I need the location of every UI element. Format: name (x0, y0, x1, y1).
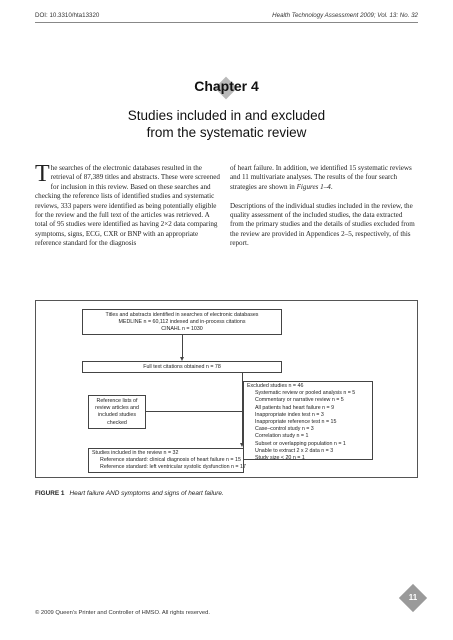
flow-connector (182, 335, 183, 359)
page-number: 11 (408, 593, 418, 602)
flow-box-reference-lists (88, 395, 146, 429)
header-doi: DOI: 10.3310/hta13320 (35, 12, 100, 19)
excluded-title: Excluded studies n = 46 (247, 383, 304, 389)
intro-paragraph (35, 161, 222, 249)
figure-1-flowchart (35, 300, 418, 478)
drop-cap: T (35, 161, 50, 187)
flow-box-ref-line: checked (107, 419, 127, 426)
included-item: Reference standard: left ventricular systolic dysfunction n = 17 (100, 464, 246, 471)
excluded-item: Unable to extract 2 x 2 data n = 3 (255, 447, 334, 454)
flow-box-included (88, 448, 244, 473)
flow-box-ref-line: included studies (98, 412, 136, 419)
excluded-item: Systematic review or pooled analysis n = 5 (255, 390, 356, 397)
chapter-title-line2: from the systematic review (146, 125, 307, 140)
figure-caption-text: Heart failure AND symptoms and signs of heart failure. (69, 490, 224, 497)
results-text: of heart failure. In addition, we identified 15 systematic reviews and 11 multivariate analyses. The results of the four search strategies are shown in (230, 164, 412, 191)
body-column-left (35, 161, 222, 258)
figure-caption-label: FIGURE 1 (35, 490, 65, 497)
footer-copyright: © 2009 Queen’s Printer and Controller of HMSO. All rights reserved. (35, 610, 210, 616)
header-journal: Health Technology Assessment 2009; Vol. 13: No. 32 (272, 12, 418, 19)
flow-box-search-line: Titles and abstracts identified in searches of electronic databases (105, 312, 259, 318)
flow-connector (146, 411, 242, 412)
appendix-paragraph: Descriptions of the individual studies included in the review, the quality assessment of the included studies, the data extracted from the primary studies and the details of studies excluded from the review are provided in Appendices 2–5, respectively, of this report. (230, 201, 415, 248)
flow-box-full-text-line: Full text citations obtained n = 78 (143, 364, 221, 370)
body-column-right (230, 164, 417, 258)
results-paragraph (230, 164, 417, 192)
flow-box-cinahl-line: CINAHL n = 1030 (161, 326, 203, 333)
flow-box-excluded (243, 381, 373, 460)
chapter-title-line1: Studies included in and excluded (127, 108, 326, 123)
excluded-item: Inappropriate index test n = 3 (255, 411, 324, 418)
flow-box-medline-line: MEDLINE n = 60,112 indexed and in-process citations (118, 319, 246, 326)
excluded-item: Study size < 20 n = 1 (255, 455, 305, 462)
included-title: Studies included in the review n = 32 (92, 450, 179, 456)
excluded-item: Inappropriate reference test n = 15 (255, 419, 337, 426)
chapter-title (60, 107, 393, 141)
intro-paragraph-text: he searches of the electronic databases resulted in the retrieval of 87,389 titles and abstracts. These were screened for inclusion in this review. Based on these searches and checking the reference lists of identified studies and systematic reviews, 333 papers were identified as being potentially eligible for the review and the full text of the articles was retrieved. A total of 95 studies were identified as having 2×2 data comparing symptoms, signs, ECG, CXR or BNP with an appropriate reference standard for the diagnosis (35, 164, 220, 248)
figure-caption (35, 490, 224, 497)
flow-box-search-results (82, 309, 282, 335)
flow-box-ref-line: review articles and (95, 405, 139, 412)
flow-box-full-text (82, 361, 282, 373)
excluded-item: Correlation study n = 1 (255, 433, 309, 440)
included-item: Reference standard: clinical diagnosis of heart failure n = 15 (100, 457, 241, 464)
flow-box-ref-line: Reference lists of (96, 398, 138, 404)
header-rule (35, 22, 418, 23)
excluded-item: All patients had heart failure n = 9 (255, 404, 335, 411)
excluded-item: Case–control study n = 3 (255, 426, 314, 433)
results-text-end: . (330, 182, 333, 191)
excluded-item: Commentary or narrative review n = 5 (255, 397, 344, 404)
figures-reference-link[interactable]: Figures 1–4 (296, 182, 331, 191)
chapter-label: Chapter 4 (194, 78, 259, 94)
excluded-item: Subset or overlapping population n = 1 (255, 440, 346, 447)
